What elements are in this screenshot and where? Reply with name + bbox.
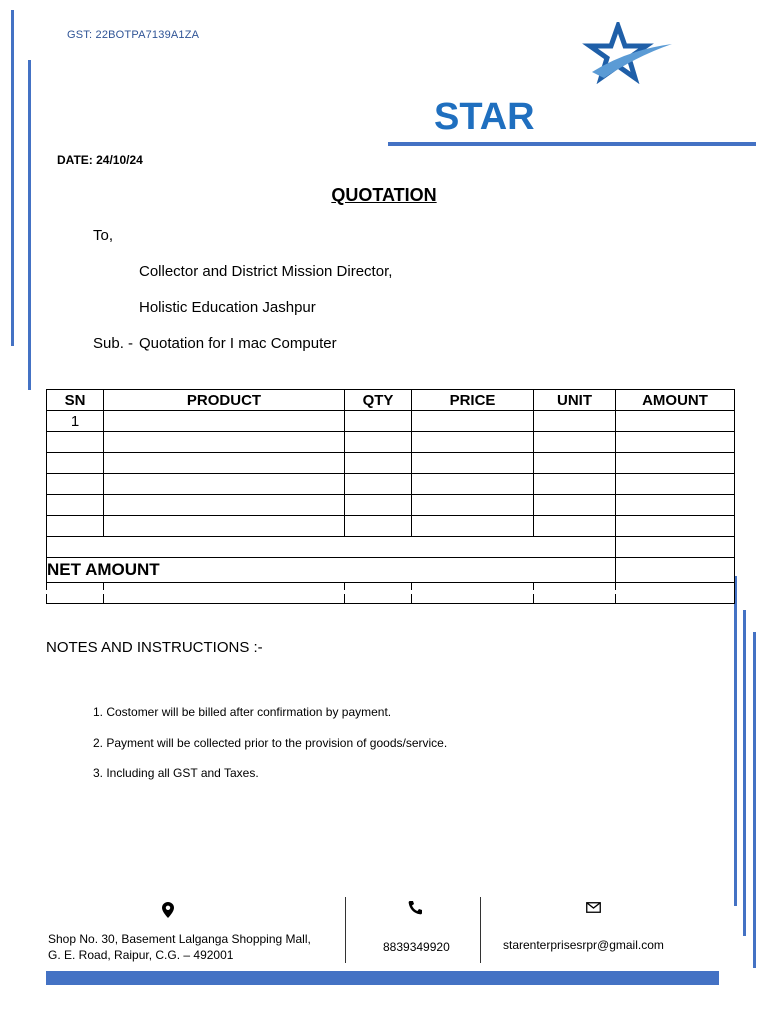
column-header-qty: QTY [345, 390, 412, 411]
cell-amount [616, 411, 735, 432]
quotation-date: DATE: 24/10/24 [57, 153, 143, 167]
gst-number: GST: 22BOTPA7139A1ZA [67, 29, 200, 41]
column-header-amount: AMOUNT [616, 390, 735, 411]
table-row [47, 453, 735, 474]
cell-unit [534, 411, 616, 432]
cell-unit [534, 474, 616, 495]
left-accent-bar-inner [28, 60, 31, 390]
cell-qty [345, 516, 412, 537]
note-item: 3. Including all GST and Taxes. [93, 766, 259, 780]
cell-price [412, 432, 534, 453]
footer-divider-right [480, 897, 481, 963]
address-line-1: Shop No. 30, Basement Lalganga Shopping Mall, [48, 932, 311, 946]
column-header-product: PRODUCT [104, 390, 345, 411]
cell-unit [534, 432, 616, 453]
cell-qty [345, 495, 412, 516]
cell-product [104, 453, 345, 474]
recipient-line-2: Holistic Education Jashpur [139, 299, 316, 316]
cell-product [104, 432, 345, 453]
cell-amount [616, 453, 735, 474]
cell-product [104, 411, 345, 432]
cell-product [104, 474, 345, 495]
phone-icon [407, 900, 423, 915]
footer-divider-left [345, 897, 346, 963]
brand-name: STAR [434, 96, 535, 138]
brand-underline [388, 142, 756, 146]
table-row [47, 495, 735, 516]
net-amount-row [47, 558, 735, 583]
cell-unit [534, 495, 616, 516]
cell-qty [345, 453, 412, 474]
cell-unit [534, 453, 616, 474]
left-accent-bar-outer [11, 10, 14, 346]
blank-amount-cell [616, 537, 735, 558]
net-amount-value [616, 558, 735, 583]
cell-price [412, 453, 534, 474]
page-title: QUOTATION [331, 185, 437, 205]
cell-price [412, 411, 534, 432]
right-accent-bar-inner [734, 576, 737, 906]
subject-label: Sub. - [93, 335, 134, 352]
cell-unit [534, 516, 616, 537]
phone-number: 8839349920 [383, 940, 450, 954]
table-row [47, 432, 735, 453]
cell-product [104, 495, 345, 516]
cell-price [412, 474, 534, 495]
net-amount-label: NET AMOUNT [47, 558, 616, 583]
cell-price [412, 516, 534, 537]
table-row [47, 411, 735, 432]
email-address: starenterprisesrpr@gmail.com [503, 938, 664, 952]
quotation-table [46, 389, 735, 604]
envelope-icon [586, 902, 601, 913]
column-header-price: PRICE [412, 390, 534, 411]
table-blank-row [47, 537, 735, 558]
cell-amount [616, 516, 735, 537]
address-line-2: G. E. Road, Raipur, C.G. – 492001 [48, 948, 234, 962]
right-accent-bar-far [753, 632, 756, 968]
cell-amount [616, 432, 735, 453]
cell-qty [345, 411, 412, 432]
table-header-row [47, 390, 735, 411]
blank-merged-cell [47, 537, 616, 558]
cell-qty [345, 432, 412, 453]
column-header-sn: SN [47, 390, 104, 411]
footer-accent-bar [46, 971, 719, 985]
star-logo-icon [582, 22, 682, 84]
cell-sn [47, 432, 104, 453]
cell-amount [616, 474, 735, 495]
column-header-unit: UNIT [534, 390, 616, 411]
cell-sn: 1 [47, 411, 104, 432]
table-cutoff-mask [46, 590, 734, 594]
cell-product [104, 516, 345, 537]
location-pin-icon [162, 902, 174, 918]
note-item: 1. Costomer will be billed after confirmation by payment. [93, 705, 392, 719]
note-item: 2. Payment will be collected prior to the provision of goods/service. [93, 736, 448, 750]
right-accent-bar-outer [743, 610, 746, 936]
cell-sn [47, 495, 104, 516]
cell-price [412, 495, 534, 516]
cell-amount [616, 495, 735, 516]
subject-text: Quotation for I mac Computer [139, 335, 337, 352]
cell-sn [47, 516, 104, 537]
table-row [47, 474, 735, 495]
salutation: To, [93, 227, 114, 244]
cell-sn [47, 453, 104, 474]
cell-qty [345, 474, 412, 495]
cell-sn [47, 474, 104, 495]
recipient-line-1: Collector and District Mission Director, [139, 263, 393, 280]
notes-title: NOTES AND INSTRUCTIONS :- [46, 639, 263, 656]
table-row [47, 516, 735, 537]
